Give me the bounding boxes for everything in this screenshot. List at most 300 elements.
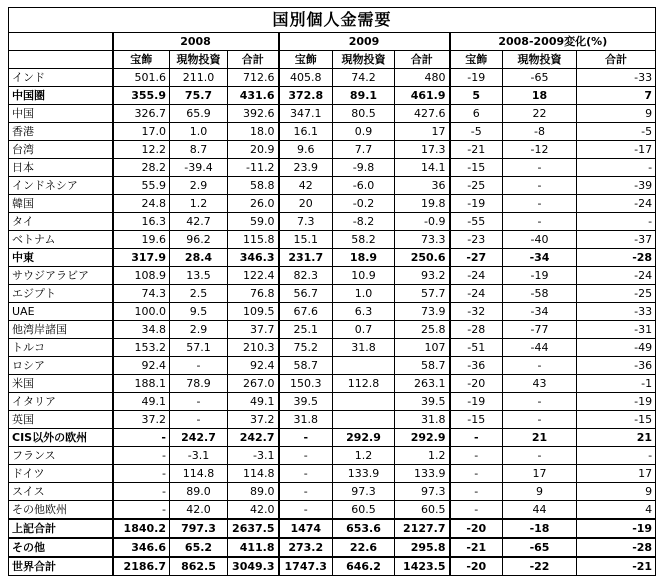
value-cell: 73.9: [395, 303, 450, 321]
value-cell: 22: [503, 105, 577, 123]
value-cell: -: [113, 501, 170, 520]
value-cell: -: [503, 357, 577, 375]
total-row: [9, 557, 656, 576]
value-cell: 22.6: [333, 538, 395, 557]
row-label: 中国圏: [9, 87, 113, 105]
table-row: [9, 429, 656, 447]
value-cell: 74.2: [333, 69, 395, 87]
value-cell: 2186.7: [113, 557, 170, 576]
table-row: [9, 447, 656, 465]
value-cell: 346.6: [113, 538, 170, 557]
total-row: [9, 519, 656, 538]
value-cell: 317.9: [113, 249, 170, 267]
value-cell: -24: [450, 267, 503, 285]
value-cell: -12: [503, 141, 577, 159]
value-cell: 31.8: [395, 411, 450, 429]
value-cell: 122.4: [228, 267, 279, 285]
value-cell: -22: [503, 557, 577, 576]
value-cell: 346.3: [228, 249, 279, 267]
value-cell: -33: [577, 303, 656, 321]
value-cell: 1747.3: [279, 557, 333, 576]
row-label: ドイツ: [9, 465, 113, 483]
column-header: 宝飾: [113, 51, 170, 69]
table-row: [9, 303, 656, 321]
value-cell: 60.5: [395, 501, 450, 520]
value-cell: 37.2: [228, 411, 279, 429]
value-cell: -1: [577, 375, 656, 393]
value-cell: -49: [577, 339, 656, 357]
value-cell: 5: [450, 87, 503, 105]
column-header: 現物投資: [503, 51, 577, 69]
value-cell: -5: [450, 123, 503, 141]
value-cell: 646.2: [333, 557, 395, 576]
value-cell: -9.8: [333, 159, 395, 177]
value-cell: 0.9: [333, 123, 395, 141]
value-cell: 7.3: [279, 213, 333, 231]
table-title: 国別個人金需要: [9, 8, 656, 33]
value-cell: -: [577, 159, 656, 177]
value-cell: 263.1: [395, 375, 450, 393]
group-header-change: 2008-2009変化(%): [450, 33, 656, 51]
value-cell: 75.2: [279, 339, 333, 357]
table-row: [9, 69, 656, 87]
row-label: 他湾岸諸国: [9, 321, 113, 339]
value-cell: -19: [450, 195, 503, 213]
value-cell: -: [450, 447, 503, 465]
value-cell: 17: [395, 123, 450, 141]
row-label: トルコ: [9, 339, 113, 357]
value-cell: -27: [450, 249, 503, 267]
value-cell: 295.8: [395, 538, 450, 557]
table-row: [9, 501, 656, 520]
group-header-2009: 2009: [279, 33, 450, 51]
value-cell: [333, 411, 395, 429]
row-label: 英国: [9, 411, 113, 429]
value-cell: 2.9: [170, 321, 228, 339]
value-cell: -11.2: [228, 159, 279, 177]
value-cell: 372.8: [279, 87, 333, 105]
value-cell: 89.1: [333, 87, 395, 105]
value-cell: 9: [503, 483, 577, 501]
value-cell: 347.1: [279, 105, 333, 123]
row-label: 世界合計: [9, 557, 113, 576]
value-cell: 42.7: [170, 213, 228, 231]
value-cell: 93.2: [395, 267, 450, 285]
value-cell: -0.2: [333, 195, 395, 213]
value-cell: 44: [503, 501, 577, 520]
value-cell: -: [503, 393, 577, 411]
value-cell: 2127.7: [395, 519, 450, 538]
value-cell: 355.9: [113, 87, 170, 105]
row-label: タイ: [9, 213, 113, 231]
value-cell: 24.8: [113, 195, 170, 213]
column-header: 合計: [228, 51, 279, 69]
value-cell: -21: [450, 141, 503, 159]
value-cell: 292.9: [395, 429, 450, 447]
value-cell: -36: [577, 357, 656, 375]
value-cell: 653.6: [333, 519, 395, 538]
value-cell: 16.1: [279, 123, 333, 141]
value-cell: -: [450, 483, 503, 501]
value-cell: -77: [503, 321, 577, 339]
row-label: CIS以外の欧州: [9, 429, 113, 447]
row-label: スイス: [9, 483, 113, 501]
value-cell: 1423.5: [395, 557, 450, 576]
value-cell: 89.0: [170, 483, 228, 501]
value-cell: 153.2: [113, 339, 170, 357]
table-row: [9, 321, 656, 339]
value-cell: -37: [577, 231, 656, 249]
value-cell: -58: [503, 285, 577, 303]
value-cell: 25.1: [279, 321, 333, 339]
row-label: 中国: [9, 105, 113, 123]
value-cell: 75.7: [170, 87, 228, 105]
value-cell: 1840.2: [113, 519, 170, 538]
corner-cell: [9, 51, 113, 69]
value-cell: 42.0: [228, 501, 279, 520]
value-cell: 16.3: [113, 213, 170, 231]
value-cell: 3049.3: [228, 557, 279, 576]
value-cell: 21: [503, 429, 577, 447]
value-cell: 273.2: [279, 538, 333, 557]
table-row: [9, 465, 656, 483]
value-cell: 25.8: [395, 321, 450, 339]
value-cell: -20: [450, 557, 503, 576]
value-cell: -65: [503, 69, 577, 87]
value-cell: -: [279, 429, 333, 447]
value-cell: -25: [577, 285, 656, 303]
value-cell: 100.0: [113, 303, 170, 321]
value-cell: 480: [395, 69, 450, 87]
value-cell: 18.0: [228, 123, 279, 141]
row-label: 米国: [9, 375, 113, 393]
value-cell: 267.0: [228, 375, 279, 393]
table-row: [9, 105, 656, 123]
value-cell: [333, 357, 395, 375]
value-cell: 28.2: [113, 159, 170, 177]
value-cell: 405.8: [279, 69, 333, 87]
value-cell: 13.5: [170, 267, 228, 285]
value-cell: -: [450, 465, 503, 483]
value-cell: 20.9: [228, 141, 279, 159]
row-label: 上記合計: [9, 519, 113, 538]
value-cell: 58.8: [228, 177, 279, 195]
value-cell: 58.7: [279, 357, 333, 375]
value-cell: -18: [503, 519, 577, 538]
value-cell: 1.0: [170, 123, 228, 141]
value-cell: -19: [450, 69, 503, 87]
value-cell: 242.7: [170, 429, 228, 447]
value-cell: 74.3: [113, 285, 170, 303]
value-cell: -: [503, 447, 577, 465]
value-cell: -: [170, 357, 228, 375]
value-cell: 58.7: [395, 357, 450, 375]
value-cell: 862.5: [170, 557, 228, 576]
value-cell: -8: [503, 123, 577, 141]
value-cell: -20: [450, 519, 503, 538]
value-cell: -15: [450, 159, 503, 177]
value-cell: 43: [503, 375, 577, 393]
value-cell: 76.8: [228, 285, 279, 303]
value-cell: 19.6: [113, 231, 170, 249]
value-cell: -: [279, 501, 333, 520]
value-cell: -: [503, 213, 577, 231]
table-row: [9, 393, 656, 411]
value-cell: 92.4: [113, 357, 170, 375]
value-cell: -33: [577, 69, 656, 87]
value-cell: 114.8: [228, 465, 279, 483]
group-header-2008: 2008: [113, 33, 279, 51]
value-cell: -19: [577, 519, 656, 538]
value-cell: 431.6: [228, 87, 279, 105]
value-cell: -28: [577, 249, 656, 267]
column-header: 宝飾: [279, 51, 333, 69]
value-cell: -51: [450, 339, 503, 357]
column-header: 現物投資: [170, 51, 228, 69]
value-cell: -23: [450, 231, 503, 249]
table-row: [9, 159, 656, 177]
value-cell: 12.2: [113, 141, 170, 159]
value-cell: -8.2: [333, 213, 395, 231]
value-cell: -34: [503, 303, 577, 321]
value-cell: -25: [450, 177, 503, 195]
value-cell: -65: [503, 538, 577, 557]
value-cell: 712.6: [228, 69, 279, 87]
value-cell: 1.2: [395, 447, 450, 465]
value-cell: 133.9: [395, 465, 450, 483]
row-label: イタリア: [9, 393, 113, 411]
value-cell: -: [577, 213, 656, 231]
value-cell: 2637.5: [228, 519, 279, 538]
value-cell: 1.0: [333, 285, 395, 303]
value-cell: 17.3: [395, 141, 450, 159]
table-row: [9, 339, 656, 357]
value-cell: -: [279, 447, 333, 465]
value-cell: 292.9: [333, 429, 395, 447]
table-row: [9, 213, 656, 231]
value-cell: 211.0: [170, 69, 228, 87]
value-cell: -21: [577, 557, 656, 576]
row-label: 日本: [9, 159, 113, 177]
value-cell: -: [503, 411, 577, 429]
table-row: [9, 123, 656, 141]
value-cell: 26.0: [228, 195, 279, 213]
value-cell: -: [170, 411, 228, 429]
row-label: その他: [9, 538, 113, 557]
value-cell: 89.0: [228, 483, 279, 501]
value-cell: -55: [450, 213, 503, 231]
value-cell: -: [113, 429, 170, 447]
value-cell: 36: [395, 177, 450, 195]
value-cell: -36: [450, 357, 503, 375]
table-row: [9, 177, 656, 195]
value-cell: 18: [503, 87, 577, 105]
value-cell: 6: [450, 105, 503, 123]
value-cell: 797.3: [170, 519, 228, 538]
value-cell: 9: [577, 483, 656, 501]
value-cell: 17: [503, 465, 577, 483]
value-cell: 17.0: [113, 123, 170, 141]
value-cell: 42: [279, 177, 333, 195]
value-cell: 80.5: [333, 105, 395, 123]
value-cell: 19.8: [395, 195, 450, 213]
value-cell: -: [503, 159, 577, 177]
value-cell: 108.9: [113, 267, 170, 285]
value-cell: 501.6: [113, 69, 170, 87]
value-cell: 65.2: [170, 538, 228, 557]
value-cell: -: [113, 465, 170, 483]
column-header: 現物投資: [333, 51, 395, 69]
value-cell: 7.7: [333, 141, 395, 159]
value-cell: 107: [395, 339, 450, 357]
value-cell: 17: [577, 465, 656, 483]
value-cell: 78.9: [170, 375, 228, 393]
table-row: [9, 195, 656, 213]
value-cell: 42.0: [170, 501, 228, 520]
value-cell: 92.4: [228, 357, 279, 375]
value-cell: -: [503, 177, 577, 195]
value-cell: -: [450, 429, 503, 447]
row-label: 香港: [9, 123, 113, 141]
row-label: ロシア: [9, 357, 113, 375]
row-label: サウジアラビア: [9, 267, 113, 285]
value-cell: -: [503, 195, 577, 213]
table-row: [9, 267, 656, 285]
value-cell: 6.3: [333, 303, 395, 321]
value-cell: 34.8: [113, 321, 170, 339]
value-cell: 250.6: [395, 249, 450, 267]
value-cell: -39.4: [170, 159, 228, 177]
value-cell: -20: [450, 375, 503, 393]
value-cell: -24: [450, 285, 503, 303]
value-cell: 31.8: [279, 411, 333, 429]
column-header: 合計: [395, 51, 450, 69]
value-cell: 109.5: [228, 303, 279, 321]
table-row: [9, 375, 656, 393]
value-cell: -24: [577, 195, 656, 213]
row-label: エジプト: [9, 285, 113, 303]
value-cell: 59.0: [228, 213, 279, 231]
value-cell: 242.7: [228, 429, 279, 447]
value-cell: 188.1: [113, 375, 170, 393]
value-cell: 411.8: [228, 538, 279, 557]
value-cell: 1.2: [333, 447, 395, 465]
value-cell: 39.5: [395, 393, 450, 411]
value-cell: 82.3: [279, 267, 333, 285]
row-label: インド: [9, 69, 113, 87]
row-label: フランス: [9, 447, 113, 465]
table-row: [9, 357, 656, 375]
value-cell: -39: [577, 177, 656, 195]
value-cell: 150.3: [279, 375, 333, 393]
value-cell: 2.9: [170, 177, 228, 195]
value-cell: 326.7: [113, 105, 170, 123]
value-cell: 7: [577, 87, 656, 105]
value-cell: 96.2: [170, 231, 228, 249]
value-cell: -5: [577, 123, 656, 141]
value-cell: -15: [450, 411, 503, 429]
value-cell: -21: [450, 538, 503, 557]
table-row: [9, 141, 656, 159]
row-label: ベトナム: [9, 231, 113, 249]
column-header: 合計: [577, 51, 656, 69]
value-cell: -24: [577, 267, 656, 285]
value-cell: 60.5: [333, 501, 395, 520]
value-cell: 49.1: [113, 393, 170, 411]
table-row: [9, 87, 656, 105]
value-cell: 133.9: [333, 465, 395, 483]
value-cell: 112.8: [333, 375, 395, 393]
value-cell: 39.5: [279, 393, 333, 411]
table-row: [9, 483, 656, 501]
value-cell: -40: [503, 231, 577, 249]
value-cell: 57.1: [170, 339, 228, 357]
row-label: その他欧州: [9, 501, 113, 520]
value-cell: 65.9: [170, 105, 228, 123]
value-cell: 427.6: [395, 105, 450, 123]
value-cell: -32: [450, 303, 503, 321]
value-cell: 49.1: [228, 393, 279, 411]
value-cell: -: [170, 393, 228, 411]
row-label: 中東: [9, 249, 113, 267]
value-cell: -6.0: [333, 177, 395, 195]
value-cell: -17: [577, 141, 656, 159]
value-cell: 210.3: [228, 339, 279, 357]
value-cell: 18.9: [333, 249, 395, 267]
value-cell: -28: [450, 321, 503, 339]
value-cell: 461.9: [395, 87, 450, 105]
value-cell: 1.2: [170, 195, 228, 213]
corner-cell: [9, 33, 113, 51]
value-cell: -3.1: [170, 447, 228, 465]
value-cell: -0.9: [395, 213, 450, 231]
value-cell: -28: [577, 538, 656, 557]
value-cell: -: [450, 501, 503, 520]
value-cell: 97.3: [333, 483, 395, 501]
value-cell: 21: [577, 429, 656, 447]
value-cell: 115.8: [228, 231, 279, 249]
gold-demand-table: [8, 7, 656, 576]
value-cell: 9.6: [279, 141, 333, 159]
table-row: [9, 411, 656, 429]
value-cell: 37.2: [113, 411, 170, 429]
value-cell: 392.6: [228, 105, 279, 123]
value-cell: -19: [450, 393, 503, 411]
value-cell: -44: [503, 339, 577, 357]
value-cell: 73.3: [395, 231, 450, 249]
value-cell: 55.9: [113, 177, 170, 195]
value-cell: 56.7: [279, 285, 333, 303]
value-cell: -31: [577, 321, 656, 339]
value-cell: -: [577, 447, 656, 465]
value-cell: 9.5: [170, 303, 228, 321]
value-cell: 114.8: [170, 465, 228, 483]
value-cell: -: [113, 483, 170, 501]
value-cell: 20: [279, 195, 333, 213]
value-cell: -: [279, 465, 333, 483]
value-cell: 31.8: [333, 339, 395, 357]
value-cell: -15: [577, 411, 656, 429]
value-cell: 97.3: [395, 483, 450, 501]
column-header: 宝飾: [450, 51, 503, 69]
total-row: [9, 538, 656, 557]
value-cell: 28.4: [170, 249, 228, 267]
row-label: UAE: [9, 303, 113, 321]
value-cell: 15.1: [279, 231, 333, 249]
value-cell: -34: [503, 249, 577, 267]
row-label: インドネシア: [9, 177, 113, 195]
value-cell: 8.7: [170, 141, 228, 159]
